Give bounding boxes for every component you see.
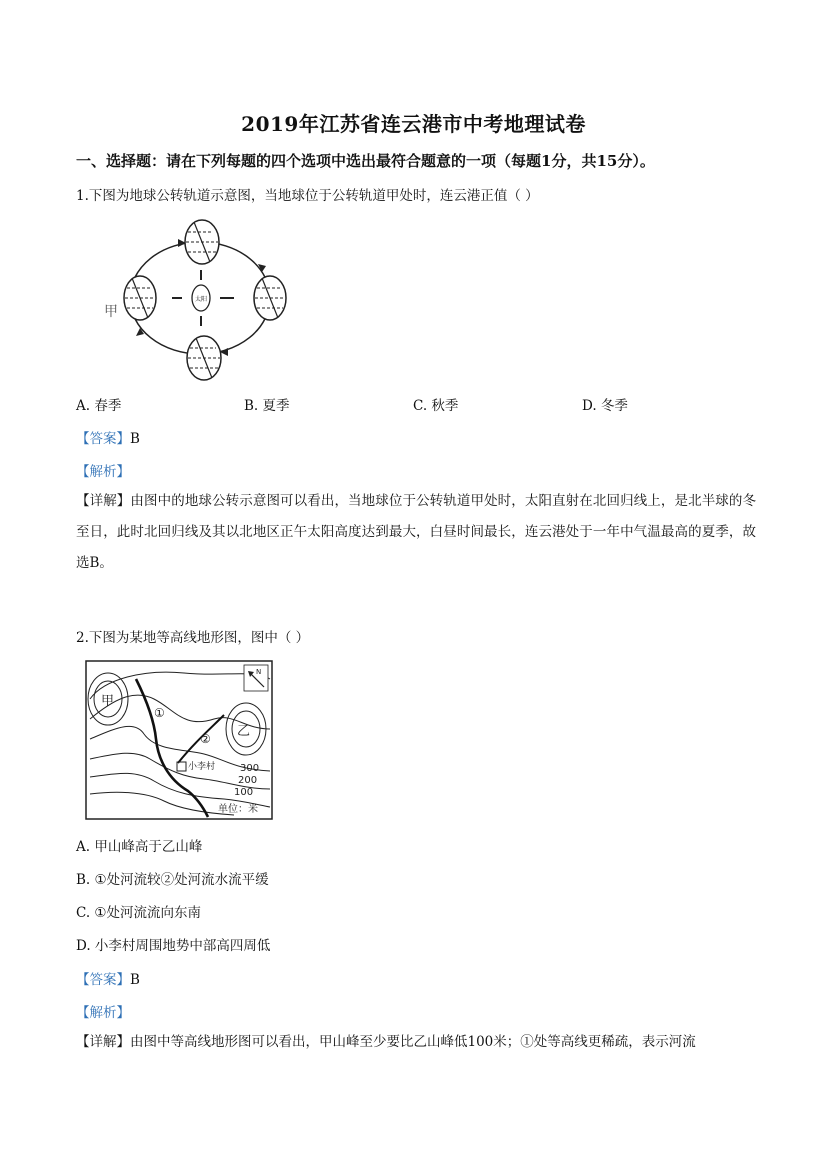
q1-answer: [76, 427, 140, 447]
q2-detail: [76, 1027, 756, 1058]
q1-answer-value: B: [130, 431, 140, 447]
q1-option-b: B. 夏季: [244, 398, 290, 414]
q1-option-d: D. 冬季: [582, 398, 628, 414]
q2-option-d: D. 小李村周围地势中部高四周低: [76, 938, 271, 954]
sun-label: 太阳: [194, 296, 208, 303]
village-label: 小李村: [188, 762, 216, 772]
page-title: 2019年江苏省连云港市中考地理试卷: [241, 112, 586, 136]
north-label: N: [256, 668, 262, 676]
q1-option-c: C. 秋季: [413, 398, 459, 414]
q2-detail-text: 由图中等高线地形图可以看出，甲山峰至少要比乙山峰低100米；①处等高线更稀疏，表示河流: [130, 1034, 696, 1050]
q1-answer-bracket-close: 】: [116, 431, 130, 447]
q1-analysis-tag: 【解析】: [76, 464, 130, 480]
q2-answer-bracket-open: 【: [76, 972, 90, 988]
q1-answer-bracket-open: 【: [76, 431, 90, 447]
point-2-label: ②: [200, 732, 211, 746]
q2-option-c: C. ①处河流流向东南: [76, 905, 202, 921]
q1-detail: [76, 486, 756, 579]
q1-answer-tag: 答案: [89, 431, 117, 447]
earth-bottom: [187, 336, 221, 380]
q2-answer: [76, 968, 140, 988]
earth-orbit-figure: [100, 210, 300, 390]
section-heading: 一、选择题：请在下列每题的四个选项中选出最符合题意的一项（每题1分，共15分）。: [76, 152, 655, 170]
q2-option-a: A. 甲山峰高于乙山峰: [76, 839, 203, 855]
earth-right: [254, 276, 286, 320]
q2-answer-bracket-close: 】: [116, 972, 130, 988]
q2-answer-tag: 答案: [89, 972, 117, 988]
q2-detail-tag: 【详解】: [76, 1034, 130, 1050]
q2-answer-value: B: [130, 972, 140, 988]
earth-top: [185, 220, 219, 264]
peak-jia-label: 甲: [101, 694, 115, 709]
contour-200-label: 200: [238, 775, 258, 786]
north-arrow-icon: [244, 665, 268, 691]
q1-option-a: A. 春季: [76, 398, 122, 414]
q1-detail-text: 由图中的地球公转示意图可以看出，当地球位于公转轨道甲处时，太阳直射在北回归线上，是北半球的冬至日，此时北回归线及其以北地区正午太阳高度达到最大，白昼时间最长，连云港处于一年中气温最高的夏季，故选B。: [76, 493, 757, 571]
q1-detail-tag: 【详解】: [76, 493, 131, 509]
unit-label: 单位：米: [218, 804, 258, 815]
earth-left: [124, 276, 156, 320]
q2-analysis-tag: 【解析】: [76, 1005, 130, 1021]
contour-map-figure: [84, 659, 274, 821]
contour-300-label: 300: [240, 763, 260, 774]
q2-option-b: B. ①处河流较②处河流水流平缓: [76, 872, 269, 888]
point-1-label: ①: [154, 706, 165, 720]
position-jia-label: 甲: [104, 304, 118, 320]
contour-100-label: 100: [234, 787, 254, 798]
q2-stem: 2.下图为某地等高线地形图，图中（ ）: [76, 630, 310, 646]
peak-yi-label: 乙: [237, 724, 251, 739]
q1-stem: 1.下图为地球公转轨道示意图，当地球位于公转轨道甲处时，连云港正值（ ）: [76, 188, 539, 204]
